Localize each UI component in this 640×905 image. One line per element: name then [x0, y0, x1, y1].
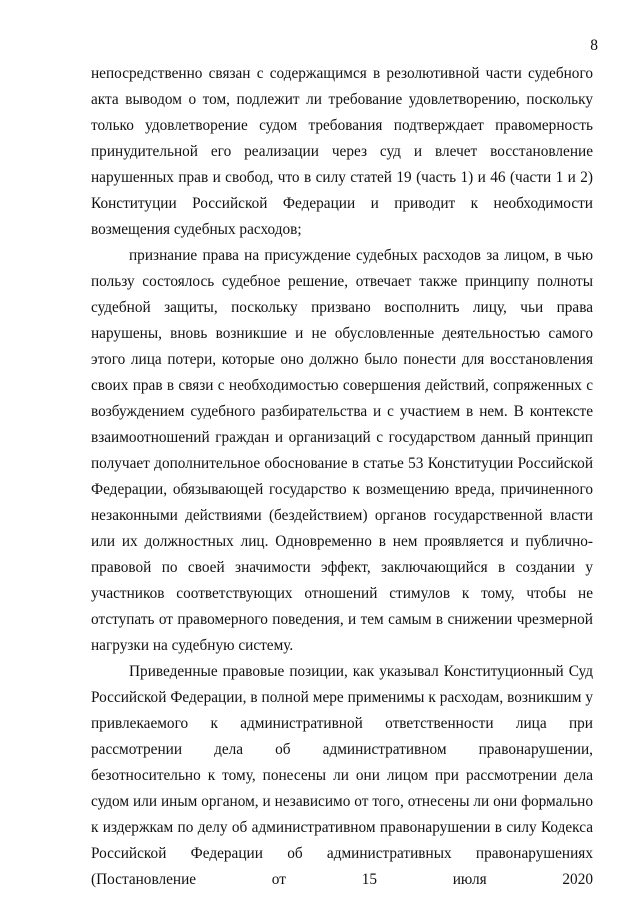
- paragraph-court-expenses-principle: признание права на присуждение судебных расходов за лицом, в чью пользу состоялось судебное решение, отвечает также принципу полноты судебной защиты, поскольку призвано восполнить лицу, чьи права нарушены, вновь возникшие и не обусловленные деятельностью самого этого лица потери, которые оно должно было понести для восстановления своих прав в связи с необходимостью совершения действий, сопряженных с возбуждением судебного разбирательства и с участием в нем. В контексте взаимоотношений граждан и организаций с государством данный принцип получает дополнительное обоснование в статье 53 Конституции Российской Федерации, обязывающей государство к возмещению вреда, причиненного незаконными действиями (бездействием) органов государственной власти или их должностных лиц. Одновременно в нем проявляется и публично-правовой по своей значимости эффект, заключающийся в создании у участников соответствующих отношений стимулов к тому, чтобы не отступать от правомерного поведения, и тем самым в снижении чрезмерной нагрузки на судебную систему.: [91, 247, 593, 654]
- document-body: [91, 61, 593, 893]
- paragraph-legal-positions: Приведенные правовые позиции, как указывал Конституционный Суд Российской Федерации, в полной мере применимы к расходам, возникшим у привлекаемого к административной ответственности лица при рассмотрении дела об административном правонарушении, безотносительно к тому, понесены ли они лицом при рассмотрении дела судом или иным органом, и независимо от того, отнесены ли они формально к издержкам по делу об административном правонарушении в силу Кодекса Российской Федерации об административных правонарушениях (Постановление от 15 июля 2020: [91, 663, 593, 888]
- paragraph-continuation: непосредственно связан с содержащимся в резолютивной части судебного акта выводом о том, подлежит ли требование удовлетворению, поскольку только удовлетворение судом требования подтверждает правомерность принудительной его реализации через суд и влечет восстановление нарушенных прав и свобод, что в силу статей 19 (часть 1) и 46 (части 1 и 2) Конституции Российской Федерации и приводит к необходимости возмещения судебных расходов;: [91, 65, 593, 238]
- page-number: 8: [590, 37, 598, 54]
